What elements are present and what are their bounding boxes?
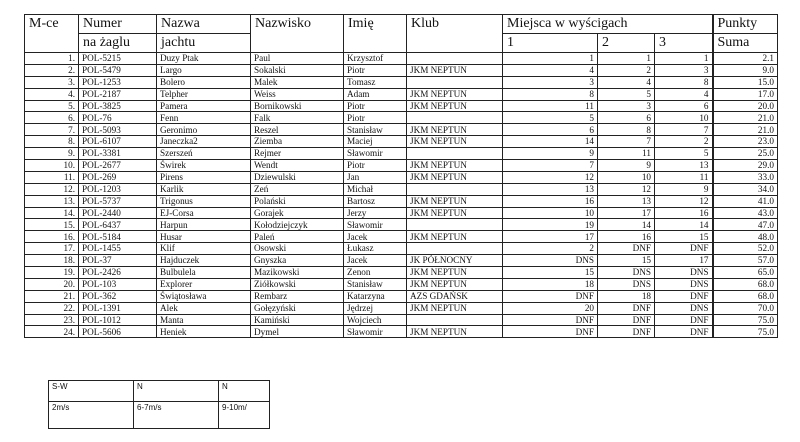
race-3-cell: DNF <box>655 314 713 326</box>
wind-direction-1: S-W <box>49 381 134 402</box>
club-cell: JK PÓŁNOCNY <box>407 255 503 267</box>
race-1-cell: 14 <box>503 136 598 148</box>
race-1-cell: 6 <box>503 124 598 136</box>
wind-speed-3: 9-10m/ <box>219 402 270 429</box>
surname-cell: Dziewulski <box>251 171 344 183</box>
sail-number-header-line2: na żaglu <box>79 34 157 53</box>
points-sum-cell: 21.0 <box>713 112 778 124</box>
firstname-cell: Jerzy <box>344 207 407 219</box>
table-row <box>25 76 778 88</box>
points-sum-cell: 21.0 <box>713 124 778 136</box>
wind-speed-1: 2m/s <box>49 402 134 429</box>
race-3-cell: DNS <box>655 278 713 290</box>
club-cell: JKM NEPTUN <box>407 231 503 243</box>
race-3-header: 3 <box>655 34 713 53</box>
place-cell: 7. <box>25 124 79 136</box>
surname-cell: Falk <box>251 112 344 124</box>
table-row <box>25 160 778 172</box>
club-cell <box>407 219 503 231</box>
points-sum-cell: 47.0 <box>713 219 778 231</box>
place-cell: 16. <box>25 231 79 243</box>
firstname-cell: Sławomir <box>344 326 407 338</box>
wind-direction-2: N <box>134 381 219 402</box>
races-header: Miejsca w wyścigach <box>503 15 713 34</box>
sail-number-cell: POL-2187 <box>79 88 157 100</box>
place-header: M-ce <box>25 15 79 53</box>
place-cell: 15. <box>25 219 79 231</box>
points-sum-cell: 41.0 <box>713 195 778 207</box>
surname-cell: Bornikowski <box>251 100 344 112</box>
table-row <box>25 195 778 207</box>
surname-cell: Ziemba <box>251 136 344 148</box>
surname-cell: Polański <box>251 195 344 207</box>
race-2-cell: 2 <box>598 64 655 76</box>
race-2-cell: 12 <box>598 183 655 195</box>
points-sum-cell: 29.0 <box>713 160 778 172</box>
club-cell <box>407 243 503 255</box>
surname-cell: Dymel <box>251 326 344 338</box>
surname-cell: Wendt <box>251 160 344 172</box>
race-2-cell: 14 <box>598 219 655 231</box>
table-row <box>25 255 778 267</box>
sail-number-cell: POL-6437 <box>79 219 157 231</box>
club-cell: AZS GDAŃSK <box>407 290 503 302</box>
firstname-cell: Piotr <box>344 160 407 172</box>
place-cell: 6. <box>25 112 79 124</box>
race-3-cell: 5 <box>655 148 713 160</box>
place-cell: 10. <box>25 160 79 172</box>
sail-number-cell: POL-5479 <box>79 64 157 76</box>
race-2-cell: 8 <box>598 124 655 136</box>
yacht-name-cell: Janeczka2 <box>157 136 251 148</box>
race-1-cell: 10 <box>503 207 598 219</box>
surname-cell: Rembarz <box>251 290 344 302</box>
firstname-header: Imię <box>344 15 407 53</box>
points-sum-cell: 68.0 <box>713 290 778 302</box>
firstname-cell: Stanisław <box>344 124 407 136</box>
table-row <box>25 88 778 100</box>
firstname-cell: Maciej <box>344 136 407 148</box>
surname-cell: Sokalski <box>251 64 344 76</box>
surname-header: Nazwisko <box>251 15 344 53</box>
race-1-cell: 17 <box>503 231 598 243</box>
table-row <box>25 219 778 231</box>
firstname-cell: Jędrzej <box>344 302 407 314</box>
club-cell <box>407 76 503 88</box>
points-sum-cell: 15.0 <box>713 76 778 88</box>
yacht-name-cell: Alek <box>157 302 251 314</box>
firstname-cell: Łukasz <box>344 243 407 255</box>
race-1-cell: 1 <box>503 53 598 65</box>
race-1-cell: 7 <box>503 160 598 172</box>
yacht-name-cell: Bulbulela <box>157 267 251 279</box>
place-cell: 5. <box>25 100 79 112</box>
yacht-name-cell: Pirens <box>157 171 251 183</box>
club-cell: JKM NEPTUN <box>407 278 503 290</box>
race-3-cell: 14 <box>655 219 713 231</box>
table-row <box>25 207 778 219</box>
race-2-cell: 10 <box>598 171 655 183</box>
race-2-cell: 3 <box>598 100 655 112</box>
yacht-name-cell: Largo <box>157 64 251 76</box>
firstname-cell: Michał <box>344 183 407 195</box>
points-sum-cell: 25.0 <box>713 148 778 160</box>
race-2-cell: 7 <box>598 136 655 148</box>
place-cell: 24. <box>25 326 79 338</box>
place-cell: 18. <box>25 255 79 267</box>
sail-number-cell: POL-5093 <box>79 124 157 136</box>
race-2-cell: 11 <box>598 148 655 160</box>
club-cell: JKM NEPTUN <box>407 326 503 338</box>
race-3-cell: 7 <box>655 124 713 136</box>
results-document <box>24 14 777 412</box>
sail-number-header-line1: Numer <box>79 15 157 34</box>
race-3-cell: 16 <box>655 207 713 219</box>
sail-number-cell: POL-6107 <box>79 136 157 148</box>
race-3-cell: 9 <box>655 183 713 195</box>
surname-cell: Reszel <box>251 124 344 136</box>
race-3-cell: 1 <box>655 53 713 65</box>
points-sum-cell: 52.0 <box>713 243 778 255</box>
wind-speed-2: 6-7m/s <box>134 402 219 429</box>
race-1-cell: 11 <box>503 100 598 112</box>
surname-cell: Paleń <box>251 231 344 243</box>
sail-number-cell: POL-5606 <box>79 326 157 338</box>
yacht-name-cell: Świątosława <box>157 290 251 302</box>
race-2-cell: DNF <box>598 314 655 326</box>
race-1-cell: DNF <box>503 326 598 338</box>
sail-number-cell: POL-5737 <box>79 195 157 207</box>
place-cell: 1. <box>25 53 79 65</box>
sail-number-cell: POL-3381 <box>79 148 157 160</box>
place-cell: 12. <box>25 183 79 195</box>
firstname-cell: Piotr <box>344 64 407 76</box>
wind-direction-row <box>49 381 270 402</box>
table-row <box>25 53 778 65</box>
sail-number-cell: POL-1253 <box>79 76 157 88</box>
table-row <box>25 326 778 338</box>
yacht-name-cell: Klif <box>157 243 251 255</box>
place-cell: 21. <box>25 290 79 302</box>
surname-cell: Kołodziejczyk <box>251 219 344 231</box>
race-2-cell: 1 <box>598 53 655 65</box>
points-sum-cell: 57.0 <box>713 255 778 267</box>
race-2-cell: DNF <box>598 243 655 255</box>
yacht-name-cell: Husar <box>157 231 251 243</box>
club-cell: JKM NEPTUN <box>407 64 503 76</box>
yacht-name-cell: EJ-Corsa <box>157 207 251 219</box>
results-table <box>24 14 778 338</box>
race-2-cell: 17 <box>598 207 655 219</box>
yacht-name-cell: Geronimo <box>157 124 251 136</box>
table-row <box>25 124 778 136</box>
race-3-cell: 11 <box>655 171 713 183</box>
points-sum-cell: 48.0 <box>713 231 778 243</box>
yacht-name-cell: Manta <box>157 314 251 326</box>
race-1-cell: 2 <box>503 243 598 255</box>
race-2-cell: DNF <box>598 302 655 314</box>
surname-cell: Mazikowski <box>251 267 344 279</box>
firstname-cell: Sławomir <box>344 219 407 231</box>
race-1-cell: 8 <box>503 88 598 100</box>
club-cell: JKM NEPTUN <box>407 124 503 136</box>
race-1-cell: 20 <box>503 302 598 314</box>
points-sum-cell: 75.0 <box>713 314 778 326</box>
wind-speed-row <box>49 402 270 429</box>
firstname-cell: Piotr <box>344 112 407 124</box>
race-1-cell: 16 <box>503 195 598 207</box>
race-1-cell: DNS <box>503 255 598 267</box>
yacht-name-cell: Hajduczek <box>157 255 251 267</box>
race-3-cell: 15 <box>655 231 713 243</box>
table-row <box>25 136 778 148</box>
sail-number-cell: POL-37 <box>79 255 157 267</box>
place-cell: 22. <box>25 302 79 314</box>
race-1-cell: 19 <box>503 219 598 231</box>
sail-number-cell: POL-362 <box>79 290 157 302</box>
place-cell: 17. <box>25 243 79 255</box>
race-2-cell: 16 <box>598 231 655 243</box>
club-cell: JKM NEPTUN <box>407 171 503 183</box>
place-cell: 4. <box>25 88 79 100</box>
race-2-cell: 15 <box>598 255 655 267</box>
sail-number-cell: POL-5215 <box>79 53 157 65</box>
points-sum-cell: 34.0 <box>713 183 778 195</box>
table-row <box>25 148 778 160</box>
club-cell <box>407 53 503 65</box>
sail-number-cell: POL-2677 <box>79 160 157 172</box>
points-sum-cell: 2.1 <box>713 53 778 65</box>
race-3-cell: 12 <box>655 195 713 207</box>
yacht-name-cell: Heniek <box>157 326 251 338</box>
race-1-header: 1 <box>503 34 598 53</box>
table-row <box>25 278 778 290</box>
firstname-cell: Katarzyna <box>344 290 407 302</box>
place-cell: 11. <box>25 171 79 183</box>
table-row <box>25 290 778 302</box>
header-row-1 <box>25 15 778 34</box>
surname-cell: Weiss <box>251 88 344 100</box>
club-cell <box>407 148 503 160</box>
surname-cell: Gnyszka <box>251 255 344 267</box>
sail-number-cell: POL-2426 <box>79 267 157 279</box>
surname-cell: Rejmer <box>251 148 344 160</box>
firstname-cell: Bartosz <box>344 195 407 207</box>
points-header-line1: Punkty <box>713 15 778 34</box>
table-row <box>25 267 778 279</box>
club-cell: JKM NEPTUN <box>407 160 503 172</box>
sail-number-cell: POL-5184 <box>79 231 157 243</box>
place-cell: 23. <box>25 314 79 326</box>
yacht-name-cell: Explorer <box>157 278 251 290</box>
yacht-name-cell: Telpher <box>157 88 251 100</box>
points-sum-cell: 65.0 <box>713 267 778 279</box>
race-2-cell: 13 <box>598 195 655 207</box>
club-cell <box>407 314 503 326</box>
sail-number-cell: POL-3825 <box>79 100 157 112</box>
place-cell: 13. <box>25 195 79 207</box>
firstname-cell: Tomasz <box>344 76 407 88</box>
points-sum-cell: 9.0 <box>713 64 778 76</box>
club-cell: JKM NEPTUN <box>407 88 503 100</box>
club-cell <box>407 112 503 124</box>
table-row <box>25 183 778 195</box>
yacht-name-cell: Szerszeń <box>157 148 251 160</box>
race-3-cell: 10 <box>655 112 713 124</box>
surname-cell: Paul <box>251 53 344 65</box>
place-cell: 9. <box>25 148 79 160</box>
surname-cell: Ziółkowski <box>251 278 344 290</box>
sail-number-cell: POL-269 <box>79 171 157 183</box>
surname-cell: Zeń <box>251 183 344 195</box>
race-1-cell: 5 <box>503 112 598 124</box>
wind-direction-3: N <box>219 381 270 402</box>
club-cell: JKM NEPTUN <box>407 207 503 219</box>
wind-conditions-table <box>48 380 270 429</box>
club-cell: JKM NEPTUN <box>407 267 503 279</box>
firstname-cell: Zenon <box>344 267 407 279</box>
race-2-cell: DNS <box>598 267 655 279</box>
firstname-cell: Piotr <box>344 100 407 112</box>
firstname-cell: Krzysztof <box>344 53 407 65</box>
race-1-cell: 9 <box>503 148 598 160</box>
race-3-cell: 17 <box>655 255 713 267</box>
points-sum-cell: 23.0 <box>713 136 778 148</box>
sail-number-cell: POL-1203 <box>79 183 157 195</box>
sail-number-cell: POL-1455 <box>79 243 157 255</box>
table-row <box>25 302 778 314</box>
table-row <box>25 243 778 255</box>
points-sum-cell: 17.0 <box>713 88 778 100</box>
sail-number-cell: POL-103 <box>79 278 157 290</box>
place-cell: 14. <box>25 207 79 219</box>
place-cell: 19. <box>25 267 79 279</box>
race-1-cell: 13 <box>503 183 598 195</box>
yacht-name-cell: Harpun <box>157 219 251 231</box>
place-cell: 2. <box>25 64 79 76</box>
yacht-name-cell: Świrek <box>157 160 251 172</box>
points-sum-cell: 33.0 <box>713 171 778 183</box>
sail-number-cell: POL-76 <box>79 112 157 124</box>
firstname-cell: Jan <box>344 171 407 183</box>
firstname-cell: Adam <box>344 88 407 100</box>
table-row <box>25 100 778 112</box>
firstname-cell: Stanisław <box>344 278 407 290</box>
race-2-cell: 9 <box>598 160 655 172</box>
firstname-cell: Jacek <box>344 231 407 243</box>
race-1-cell: 18 <box>503 278 598 290</box>
race-1-cell: DNF <box>503 314 598 326</box>
sail-number-cell: POL-2440 <box>79 207 157 219</box>
race-3-cell: 13 <box>655 160 713 172</box>
race-1-cell: 12 <box>503 171 598 183</box>
club-header: Klub <box>407 15 503 53</box>
race-3-cell: DNS <box>655 267 713 279</box>
race-3-cell: 6 <box>655 100 713 112</box>
yacht-name-cell: Karlik <box>157 183 251 195</box>
sail-number-cell: POL-1391 <box>79 302 157 314</box>
points-sum-cell: 68.0 <box>713 278 778 290</box>
place-cell: 8. <box>25 136 79 148</box>
points-header-line2: Suma <box>713 34 778 53</box>
firstname-cell: Sławomir <box>344 148 407 160</box>
firstname-cell: Wojciech <box>344 314 407 326</box>
race-1-cell: 3 <box>503 76 598 88</box>
yacht-name-header-line2: jachtu <box>157 34 251 53</box>
club-cell: JKM NEPTUN <box>407 195 503 207</box>
race-2-cell: DNF <box>598 326 655 338</box>
yacht-name-cell: Trigonus <box>157 195 251 207</box>
club-cell <box>407 183 503 195</box>
place-cell: 20. <box>25 278 79 290</box>
sail-number-cell: POL-1012 <box>79 314 157 326</box>
race-3-cell: 3 <box>655 64 713 76</box>
race-3-cell: 2 <box>655 136 713 148</box>
race-2-cell: 5 <box>598 88 655 100</box>
race-1-cell: DNF <box>503 290 598 302</box>
race-1-cell: 15 <box>503 267 598 279</box>
surname-cell: Gorajek <box>251 207 344 219</box>
race-3-cell: 4 <box>655 88 713 100</box>
table-row <box>25 64 778 76</box>
race-3-cell: DNF <box>655 290 713 302</box>
race-2-header: 2 <box>598 34 655 53</box>
surname-cell: Gołęzyński <box>251 302 344 314</box>
table-row <box>25 171 778 183</box>
club-cell: JKM NEPTUN <box>407 100 503 112</box>
points-sum-cell: 43.0 <box>713 207 778 219</box>
table-row <box>25 314 778 326</box>
race-2-cell: DNS <box>598 278 655 290</box>
yacht-name-cell: Fenn <box>157 112 251 124</box>
firstname-cell: Jacek <box>344 255 407 267</box>
surname-cell: Malek <box>251 76 344 88</box>
race-3-cell: 8 <box>655 76 713 88</box>
race-3-cell: DNF <box>655 243 713 255</box>
race-1-cell: 4 <box>503 64 598 76</box>
yacht-name-cell: Duzy Ptak <box>157 53 251 65</box>
points-sum-cell: 20.0 <box>713 100 778 112</box>
yacht-name-cell: Pamera <box>157 100 251 112</box>
surname-cell: Osowski <box>251 243 344 255</box>
race-2-cell: 4 <box>598 76 655 88</box>
results-body <box>25 53 778 338</box>
club-cell: JKM NEPTUN <box>407 302 503 314</box>
race-3-cell: DNF <box>655 326 713 338</box>
club-cell: JKM NEPTUN <box>407 136 503 148</box>
race-2-cell: 6 <box>598 112 655 124</box>
place-cell: 3. <box>25 76 79 88</box>
points-sum-cell: 75.0 <box>713 326 778 338</box>
table-row <box>25 112 778 124</box>
yacht-name-cell: Bolero <box>157 76 251 88</box>
race-2-cell: 18 <box>598 290 655 302</box>
surname-cell: Kamiński <box>251 314 344 326</box>
points-sum-cell: 70.0 <box>713 302 778 314</box>
table-row <box>25 231 778 243</box>
race-3-cell: DNS <box>655 302 713 314</box>
yacht-name-header-line1: Nazwa <box>157 15 251 34</box>
